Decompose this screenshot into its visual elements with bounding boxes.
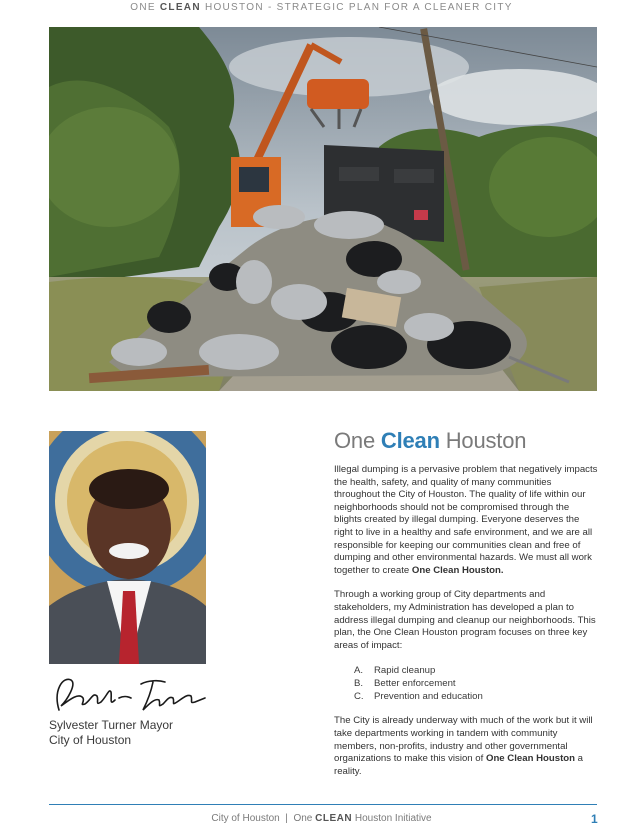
paragraph-3 bbox=[334, 715, 599, 778]
list-item-letter: B. bbox=[354, 678, 364, 690]
list-item-letter: A. bbox=[354, 665, 364, 677]
list-item bbox=[354, 677, 599, 690]
title-accent: Clean bbox=[380, 428, 440, 453]
paragraph-2: Through a working group of City departments and stakeholders, my Administration has developed a plan to address illegal dumping and cleanup our neighborhoods. This plan, the One Clean Houston program focuses on three key areas of impact: bbox=[334, 589, 596, 651]
title-post: Houston bbox=[439, 428, 527, 453]
footer-divider bbox=[49, 804, 597, 805]
list-item-text: Prevention and education bbox=[374, 691, 483, 703]
paragraph-1-text: Illegal dumping is a pervasive problem that negatively impacts the health, safety, and quality of many communities throughout the City of Houston. The quality of life within our neighborhoods should not be compromised through the blights created by illegal dumping. Everyone deserves the right to live in a healthy and safe environment, and we are all responsible for keeping our communities clean and free of dumping and other environmental hazards. We must all work together to create bbox=[334, 464, 598, 576]
paragraph-1 bbox=[334, 464, 599, 577]
page-footer bbox=[0, 813, 643, 824]
hero-photo bbox=[49, 27, 597, 391]
signature bbox=[49, 670, 209, 718]
paragraph-3-bold: One Clean Houston bbox=[485, 753, 575, 765]
page-header bbox=[0, 2, 643, 13]
article bbox=[334, 428, 599, 790]
portrait-illustration bbox=[49, 431, 206, 664]
list-item-letter: C. bbox=[354, 691, 364, 703]
footer-left: City of Houston bbox=[211, 813, 280, 824]
list-item-text: Rapid cleanup bbox=[374, 665, 436, 677]
handwritten-signature bbox=[49, 670, 209, 718]
footer-brand-bold: CLEAN bbox=[315, 813, 353, 824]
dumping-cleanup-illustration bbox=[49, 27, 597, 391]
header-subtitle: - STRATEGIC PLAN FOR A CLEANER CITY bbox=[263, 2, 513, 13]
article-title bbox=[334, 428, 599, 454]
footer-separator: | bbox=[279, 813, 294, 824]
mayor-portrait bbox=[49, 431, 206, 664]
header-brand-pre: ONE bbox=[130, 2, 160, 13]
footer-brand-pre: One bbox=[293, 813, 316, 824]
impact-areas-list bbox=[334, 664, 599, 703]
page-number: 1 bbox=[591, 812, 598, 826]
paragraph-3-text: The City is already underway with much of the work but it will take departments working in tandem with community members, non-profits, industry and other governmental organizations to make this vision of bbox=[334, 715, 593, 765]
paragraph-1-bold: One Clean Houston. bbox=[411, 564, 504, 576]
signatory bbox=[49, 718, 173, 748]
signatory-org: City of Houston bbox=[49, 733, 132, 747]
title-pre: One bbox=[334, 428, 381, 453]
signatory-name: Sylvester Turner Mayor bbox=[49, 718, 174, 732]
footer-brand-post: Houston Initiative bbox=[352, 813, 432, 824]
list-item bbox=[354, 664, 599, 677]
list-item-text: Better enforcement bbox=[374, 678, 456, 690]
header-brand-post: HOUSTON bbox=[200, 2, 264, 13]
header-brand-bold: CLEAN bbox=[159, 2, 201, 13]
paragraph-3-post: a reality. bbox=[334, 753, 584, 777]
list-item bbox=[354, 690, 599, 703]
